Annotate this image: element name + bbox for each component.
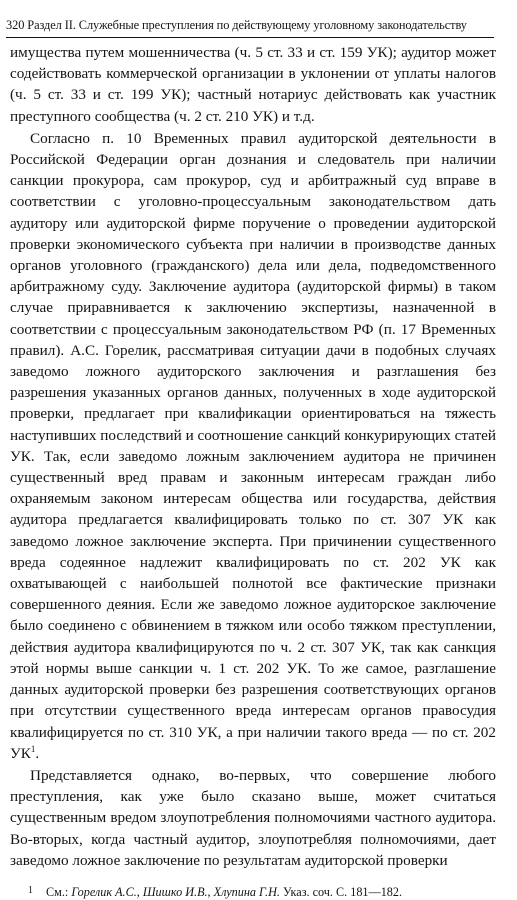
footnote-ref[interactable]: 1 bbox=[30, 743, 36, 754]
footnote-prefix: См.: bbox=[46, 884, 72, 899]
paragraph-2 bbox=[10, 128, 496, 764]
footnote bbox=[28, 883, 494, 900]
paragraph-2-text: Согласно п. 10 Временных правил аудиторской деятельности в Российской Федерации орган дознания и следователь при наличии санкции прокурора, сам прокурор, суд и арбитражный суд вправе в соответствии с уголовно-процессуальным законодательством дать аудитору или аудиторской фирме поручение о проведении аудиторской проверки экономического субъекта при наличии в производстве данных органов уголовного (гражданского) дела или дела, подведомственного арбитражному суду. Заключение аудитора (аудиторской фирмы) в таком случае приравнивается к заключению экспертизы, назначенной в соответствии с процессуальным законодательством РФ (п. 17 Временных правил). А.С. Горелик, рассматривая ситуации дачи в подобных случаях заведомо ложного аудиторского заключения и разглашения без разрешения указанных органов данных, полученных в ходе аудиторской проверки, предлагает при квалификации ориентироваться на тяжесть наступивших последствий и соотношение санкций конкурирующих статей УК. Так, если заведомо ложным заключением аудитора не причинен существенный вред правам и законным интересам граждан либо охраняемым законом интересам общества или государства, действия аудитора предлагается квалифицировать только по ст. 307 УК как заведомо ложное заключение эксперта. При причинении существенного вреда содеянное надлежит квалифицировать по ст. 202 УК как охватывающей с наибольшей полнотой все фактические признаки совершенного деяния. Если же заведомо ложное аудиторское заключение было соединено с обвинением в тяжком или особо тяжком преступлении, действия аудитора квалифицируются по ч. 2 ст. 307 УК, так как санкция этой нормы выше санкции ч. 1 ст. 202 УК. То же самое, разглашение данных аудиторской проверки без разрешения соответствующих органов при отсутствии существенного вреда интересам органов правосудия квалифицируется по ст. 310 УК, а при наличии такого вреда — по ст. 202 УК bbox=[10, 129, 496, 762]
footnote-authors: Горелик А.С., Шишко И.В., Хлупина Г.Н. bbox=[71, 884, 280, 899]
running-head: 320 Раздел II. Служебные преступления по действующему уголовному законодательству bbox=[6, 18, 467, 32]
book-page bbox=[6, 18, 494, 900]
paragraph-1: имущества путем мошенничества (ч. 5 ст. 33 и ст. 159 УК); аудитор может содействовать коммерческой организации в уклонении от уплаты налогов (ч. 5 ст. 33 и ст. 199 УК); частный нотариус действовать как участник преступного сообщества (ч. 2 ст. 210 УК) и т.д. bbox=[10, 44, 496, 125]
paragraph-2-tail: . bbox=[35, 744, 40, 762]
footnote-rest: Указ. соч. С. 181—182. bbox=[279, 884, 403, 899]
body-text bbox=[10, 42, 496, 871]
paragraph-3: Представляется однако, во-первых, что совершение любого преступления, как уже было сказано выше, может считаться существенным вредом злоупотребления полномочиями частного аудитора. Во-вторых, когда частный аудитор, злоупотребляя полномочиями, дает заведомо ложное заключение по результатам аудиторской проверки bbox=[10, 766, 496, 869]
header-rule bbox=[6, 37, 494, 38]
footnote-mark: 1 bbox=[28, 884, 33, 896]
